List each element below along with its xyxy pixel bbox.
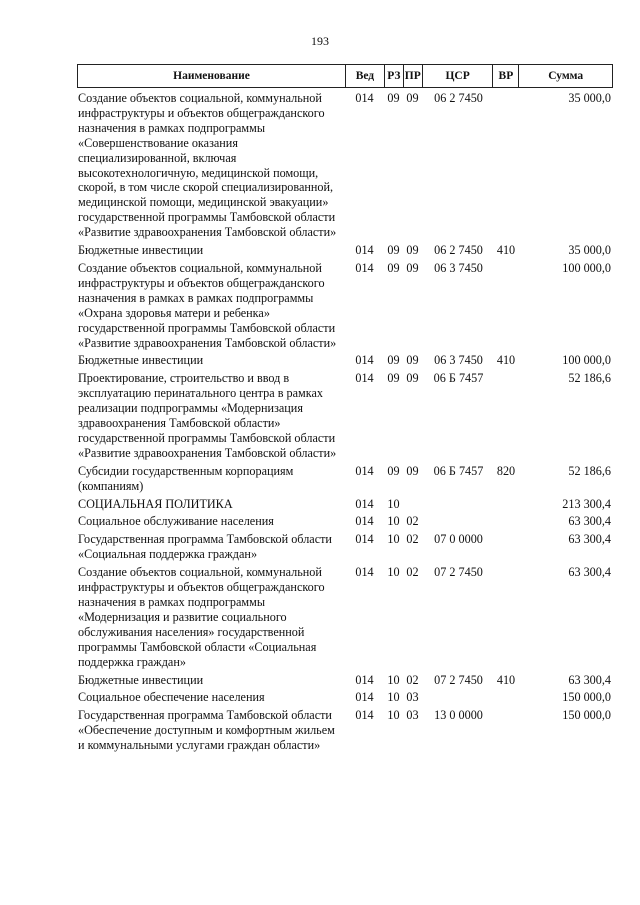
header-name: Наименование (173, 70, 250, 82)
cell-sum: 63 300,4 (568, 532, 611, 547)
cell-vr (493, 514, 519, 529)
cell-vr (493, 497, 519, 512)
cell-csr: 06 3 7450 (434, 260, 483, 275)
cell-rz: 09 (387, 243, 400, 258)
cell-ved: 014 (355, 672, 374, 687)
cell-rz: 10 (387, 514, 400, 529)
cell-pr: 09 (406, 353, 419, 368)
header-sum: Сумма (518, 65, 612, 87)
table-row (77, 673, 613, 688)
cell-sum: 100 000,0 (562, 353, 611, 368)
table-row (77, 243, 613, 258)
cell-ved: 014 (355, 91, 374, 105)
cell-rz: 10 (387, 496, 400, 511)
cell-rz: 09 (387, 353, 400, 368)
header-vr: ВР (492, 65, 518, 87)
cell-sum: 100 000,0 (562, 260, 611, 275)
cell-ved: 014 (355, 496, 374, 511)
cell-sum: 35 000,0 (568, 243, 611, 258)
cell-ved: 014 (355, 514, 374, 529)
cell-name: Государственная программа Тамбовской области «Социальная поддержка граждан» (78, 532, 332, 562)
cell-pr: 03 (406, 708, 419, 723)
table-row (77, 514, 613, 529)
cell-sum: 63 300,4 (568, 565, 611, 580)
cell-rz: 10 (387, 532, 400, 547)
cell-csr: 06 2 7450 (434, 243, 483, 258)
cell-vr (493, 690, 519, 705)
header-pr: ПР (403, 65, 422, 87)
cell-ved: 014 (355, 260, 374, 275)
cell-sum: 213 300,4 (562, 496, 611, 511)
cell-name: Бюджетные инвестиции (78, 353, 204, 368)
budget-table (77, 64, 613, 753)
table-row (77, 91, 613, 240)
cell-name: Государственная программа Тамбовской области «Обеспечение доступным и комфортным жильем и коммунальными услугами граждан области» (78, 708, 335, 753)
cell-name: Создание объектов социальной, коммунальной инфраструктуры и объектов общегражданского назначения в рамках подпрограммы «Совершенствование оказания специализированной, включая высокотехнологичную, медицинской помощи, скорой, в том числе скорой специализированной, медицинской помощи, медицинской эвакуации» государственной программы Тамбовской области «Развитие здравоохранения Тамбовской области» (78, 91, 337, 240)
table-body (77, 91, 613, 753)
cell-rz: 09 (387, 371, 400, 386)
table-row (77, 371, 613, 460)
table-row (77, 261, 613, 350)
header-rz: РЗ (384, 65, 403, 87)
cell-vr (493, 532, 519, 562)
cell-pr: 09 (406, 371, 419, 386)
table-row (77, 565, 613, 669)
cell-rz: 10 (387, 708, 400, 723)
cell-csr: 07 2 7450 (434, 672, 483, 687)
header-ved: Вед (345, 65, 384, 87)
cell-vr (493, 565, 519, 669)
table-row (77, 353, 613, 368)
page-number: 193 (311, 34, 329, 48)
cell-ved: 014 (355, 353, 374, 368)
cell-ved: 014 (355, 371, 374, 386)
cell-name: СОЦИАЛЬНАЯ ПОЛИТИКА (78, 496, 233, 511)
cell-name: Бюджетные инвестиции (78, 243, 204, 258)
cell-pr: 02 (406, 532, 419, 547)
cell-vr: 820 (496, 463, 516, 478)
cell-name: Бюджетные инвестиции (78, 672, 204, 687)
cell-rz: 09 (387, 260, 400, 275)
cell-sum: 150 000,0 (562, 690, 611, 705)
cell-pr: 09 (406, 243, 419, 258)
cell-name: Социальное обслуживание населения (78, 514, 274, 529)
cell-vr: 410 (496, 353, 516, 368)
table-row (77, 464, 613, 494)
cell-sum: 35 000,0 (568, 91, 611, 105)
cell-sum: 63 300,4 (568, 514, 611, 529)
cell-rz: 09 (387, 91, 400, 105)
cell-vr: 410 (496, 243, 516, 258)
cell-sum: 63 300,4 (568, 672, 611, 687)
cell-name: Проектирование, строительство и ввод в эксплуатацию перинатального центра в рамках реализации подпрограммы «Модернизация здравоохранения Тамбовской области» государственной программы Тамбовской области «Развитие здравоохранения Тамбовской области» (78, 371, 337, 460)
cell-ved: 014 (355, 243, 374, 258)
cell-csr (422, 497, 493, 512)
table-row (77, 532, 613, 562)
cell-ved: 014 (355, 690, 374, 705)
cell-ved: 014 (355, 463, 374, 478)
cell-pr: 02 (406, 565, 419, 580)
cell-pr: 02 (406, 672, 419, 687)
cell-csr: 07 0 0000 (434, 532, 483, 547)
table-row (77, 497, 613, 512)
cell-vr (493, 261, 519, 350)
cell-rz: 10 (387, 690, 400, 705)
cell-rz: 10 (387, 565, 400, 580)
cell-name: Создание объектов социальной, коммунальной инфраструктуры и объектов общегражданского назначения в рамках в рамках подпрограммы «Охрана здоровья матери и ребенка» государственной программы Тамбовской области «Развитие здравоохранения Тамбовской области» (78, 260, 337, 350)
cell-rz: 10 (387, 672, 400, 687)
cell-sum: 150 000,0 (562, 708, 611, 723)
cell-vr (493, 371, 519, 460)
table-row (77, 708, 613, 753)
cell-name: Создание объектов социальной, коммунальной инфраструктуры и объектов общегражданского назначения в рамках подпрограммы «Модернизация и развитие социального обслуживания населения» государственной программы Тамбовской области «Социальная поддержка граждан» (78, 565, 325, 669)
cell-csr (422, 514, 493, 529)
cell-csr (422, 690, 493, 705)
cell-pr (403, 497, 422, 512)
cell-pr: 09 (406, 260, 419, 275)
cell-rz: 09 (387, 463, 400, 478)
cell-csr: 06 3 7450 (434, 353, 483, 368)
cell-pr: 09 (406, 463, 419, 478)
cell-csr: 06 2 7450 (434, 91, 483, 105)
table-row (77, 690, 613, 705)
cell-sum: 52 186,6 (568, 371, 611, 386)
cell-ved: 014 (355, 708, 374, 723)
cell-csr: 13 0 0000 (434, 708, 483, 723)
cell-csr: 06 Б 7457 (433, 463, 484, 478)
cell-vr: 410 (496, 672, 516, 687)
cell-vr (493, 708, 519, 753)
cell-ved: 014 (355, 565, 374, 580)
cell-ved: 014 (355, 532, 374, 547)
cell-csr: 07 2 7450 (434, 565, 483, 580)
cell-csr: 06 Б 7457 (433, 371, 484, 386)
cell-pr: 02 (406, 514, 419, 529)
table-header (77, 64, 613, 88)
header-csr: ЦСР (422, 65, 493, 87)
cell-pr: 03 (406, 690, 419, 705)
cell-sum: 52 186,6 (568, 463, 611, 478)
cell-vr (493, 91, 519, 240)
cell-name: Социальное обеспечение населения (78, 690, 265, 705)
cell-pr: 09 (406, 91, 419, 105)
cell-name: Субсидии государственным корпорациям (компаниям) (78, 463, 294, 493)
